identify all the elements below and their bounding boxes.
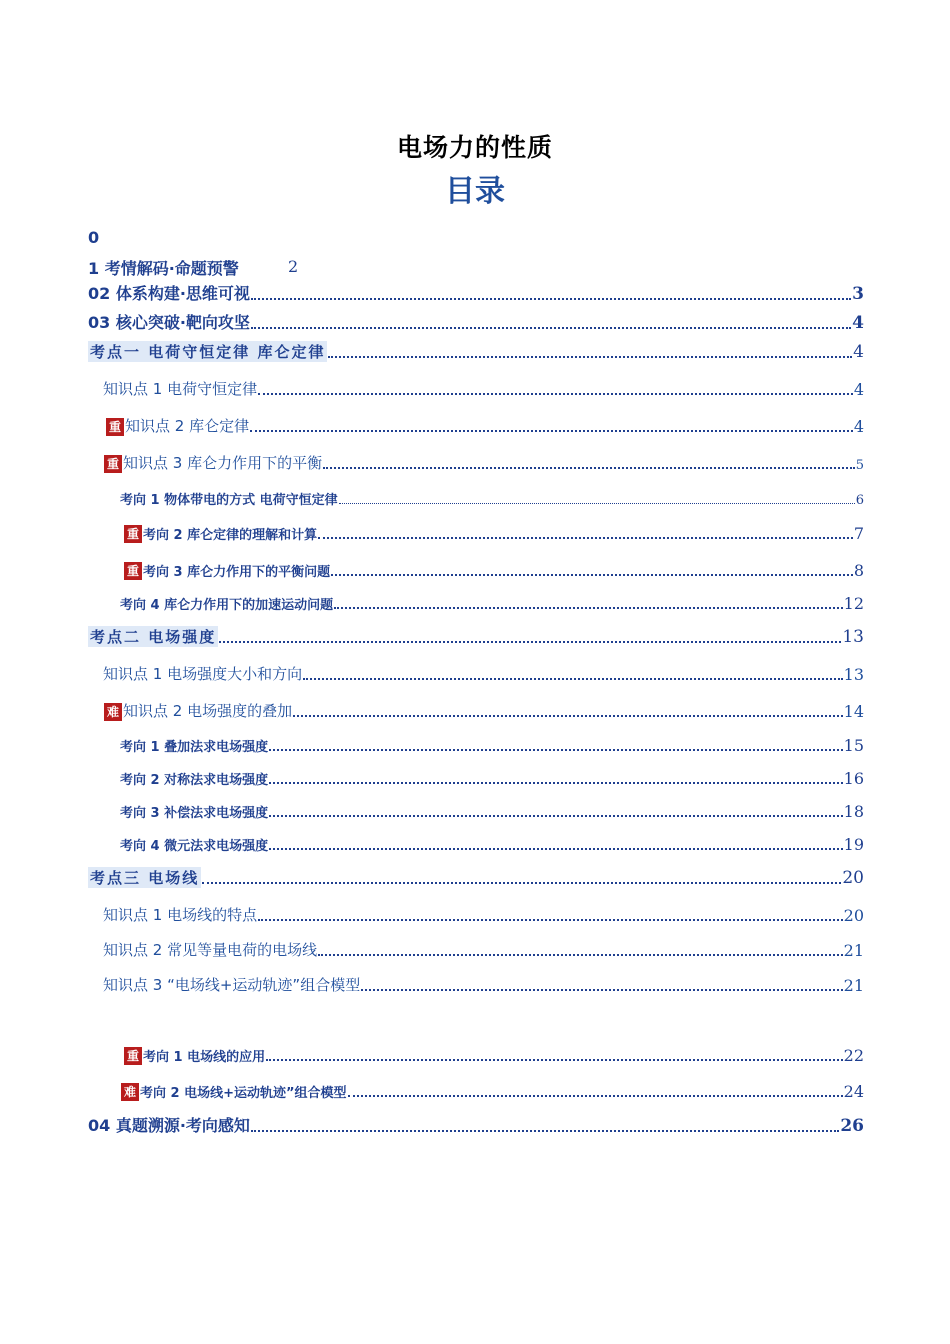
toc-page-number: 7	[853, 524, 864, 543]
toc-leader	[331, 558, 853, 576]
toc-entry[interactable]	[88, 340, 864, 362]
key-point-badge: 重	[124, 562, 142, 580]
toc-entry-label: 考点三 电场线	[90, 869, 200, 887]
toc-entry-label: 考点一 电荷守恒定律 库仑定律	[90, 343, 326, 361]
toc-entry-label: 知识点 1 电场强度大小和方向	[103, 665, 303, 683]
toc-page-number: 4	[853, 417, 864, 436]
toc-page-number: 20	[843, 906, 864, 925]
toc-entry-label: 知识点 2 库仑定律	[125, 417, 250, 435]
toc-leader	[323, 451, 855, 469]
toc-entry-label: 知识点 3 “电场线+运动轨迹”组合模型	[103, 976, 361, 994]
toc-leader	[334, 591, 843, 609]
toc-page-number: 13	[843, 665, 864, 684]
toc-entry-label: 考点二 电场强度	[90, 628, 217, 646]
toc-leader	[269, 733, 843, 751]
toc-entry-label: 考向 4 库仑力作用下的加速运动问题	[120, 598, 334, 613]
toc-page-number: 16	[843, 769, 864, 788]
toc-entry-label: 考向 4 微元法求电场强度	[120, 839, 269, 854]
toc-leader	[258, 377, 853, 395]
toc-page-number: 13	[842, 627, 864, 647]
toc-entry-label: 考向 2 对称法求电场强度	[120, 773, 269, 788]
key-point-badge: 重	[104, 455, 122, 473]
toc-leader	[251, 1114, 839, 1132]
toc-entry-label: 考向 3 补偿法求电场强度	[120, 806, 269, 821]
toc-leader	[250, 414, 853, 432]
toc-page-number: 21	[843, 941, 864, 960]
toc-page-number: 14	[843, 702, 864, 721]
toc-entry-label: 知识点 2 常见等量电荷的电场线	[103, 941, 318, 959]
toc-entry[interactable]	[104, 699, 864, 721]
toc-entry[interactable]	[88, 1114, 864, 1136]
key-point-badge: 重	[124, 1047, 142, 1065]
toc-leader	[258, 903, 843, 921]
toc-entry-label: 知识点 1 电场线的特点	[103, 906, 258, 924]
key-point-badge: 重	[124, 525, 142, 543]
toc-page-number: 3	[852, 284, 864, 304]
toc-leader	[318, 938, 843, 956]
toc-page-number: 26	[840, 1116, 864, 1136]
toc-entry-label: 04 真题溯源·考向感知	[88, 1116, 250, 1135]
toc-entry-label: 02 体系构建·思维可视	[88, 284, 250, 303]
toc-leader	[348, 1079, 843, 1097]
toc-entry[interactable]	[106, 414, 864, 436]
toc-leader	[202, 866, 841, 884]
toc-leader	[269, 799, 843, 817]
toc-entry[interactable]	[120, 486, 864, 508]
toc-entry-label: 考向 2 库仑定律的理解和计算	[143, 528, 318, 543]
toc-entry[interactable]	[88, 311, 864, 333]
toc-page-number: 4	[853, 380, 864, 399]
toc-entry[interactable]	[124, 558, 864, 580]
toc-page-number: 21	[843, 976, 864, 995]
toc-page-number: 6	[855, 493, 864, 508]
toc-leader	[269, 766, 843, 784]
toc-page-number: 12	[843, 594, 864, 613]
toc-entry-label: 知识点 3 库仑力作用下的平衡	[123, 454, 323, 472]
toc-page-number: 20	[842, 868, 864, 888]
toc-leader	[339, 487, 855, 504]
toc-entry[interactable]	[103, 662, 864, 684]
toc-page-number: 4	[852, 313, 864, 333]
toc-leader	[251, 282, 851, 300]
toc-entry-label: 考向 1 物体带电的方式 电荷守恒定律	[120, 493, 338, 508]
toc-entry[interactable]	[103, 938, 864, 960]
toc-entry-split-line2[interactable]: 1 考情解码·命题预警	[88, 259, 239, 278]
toc-entry[interactable]	[124, 1043, 864, 1065]
toc-leader	[303, 662, 843, 680]
toc-page-number: 4	[853, 342, 864, 362]
toc-leader	[251, 311, 851, 329]
toc-heading: 目录	[445, 174, 505, 209]
toc-entry[interactable]	[124, 521, 864, 543]
toc-entry[interactable]	[120, 733, 864, 755]
key-point-badge: 重	[106, 418, 124, 436]
toc-entry-split-line1[interactable]: 0	[88, 228, 100, 247]
toc-page-number: 22	[843, 1046, 864, 1065]
toc-entry-label: 知识点 2 电场强度的叠加	[123, 702, 293, 720]
toc-entry[interactable]	[104, 451, 864, 473]
toc-leader	[266, 1043, 843, 1061]
difficult-point-badge: 难	[104, 703, 122, 721]
toc-entry[interactable]	[121, 1079, 864, 1101]
toc-leader	[269, 832, 843, 850]
toc-entry[interactable]	[88, 282, 864, 304]
toc-page-number: 18	[843, 802, 864, 821]
toc-page-number: 15	[843, 736, 864, 755]
toc-entry-split-page: 2	[288, 257, 299, 276]
toc-entry[interactable]	[120, 799, 864, 821]
toc-entry[interactable]	[103, 377, 864, 399]
toc-entry-label: 考向 2 电场线+运动轨迹”组合模型	[140, 1086, 347, 1101]
toc-page-number: 24	[843, 1082, 864, 1101]
document-title: 电场力的性质	[396, 133, 553, 162]
toc-entry[interactable]	[120, 591, 864, 613]
toc-leader	[293, 699, 843, 717]
toc-entry[interactable]	[88, 625, 864, 647]
toc-entry[interactable]	[120, 832, 864, 854]
toc-entry-label: 考向 3 库仑力作用下的平衡问题	[143, 565, 331, 580]
toc-entry-label: 考向 1 电场线的应用	[143, 1050, 266, 1065]
toc-entry[interactable]	[103, 973, 864, 995]
toc-entry[interactable]	[103, 903, 864, 925]
toc-entry-label: 知识点 1 电荷守恒定律	[103, 380, 258, 398]
toc-entry[interactable]	[88, 866, 864, 888]
toc-leader	[219, 625, 841, 643]
toc-leader	[328, 340, 852, 358]
toc-entry[interactable]	[120, 766, 864, 788]
toc-entry-label: 03 核心突破·靶向攻坚	[88, 313, 250, 332]
toc-page-number: 19	[843, 835, 864, 854]
difficult-point-badge: 难	[121, 1083, 139, 1101]
toc-leader	[361, 973, 842, 991]
toc-page-number: 8	[853, 561, 864, 580]
toc-page-number: 5	[855, 458, 864, 473]
toc-leader	[318, 521, 853, 539]
toc-entry-label: 考向 1 叠加法求电场强度	[120, 740, 269, 755]
